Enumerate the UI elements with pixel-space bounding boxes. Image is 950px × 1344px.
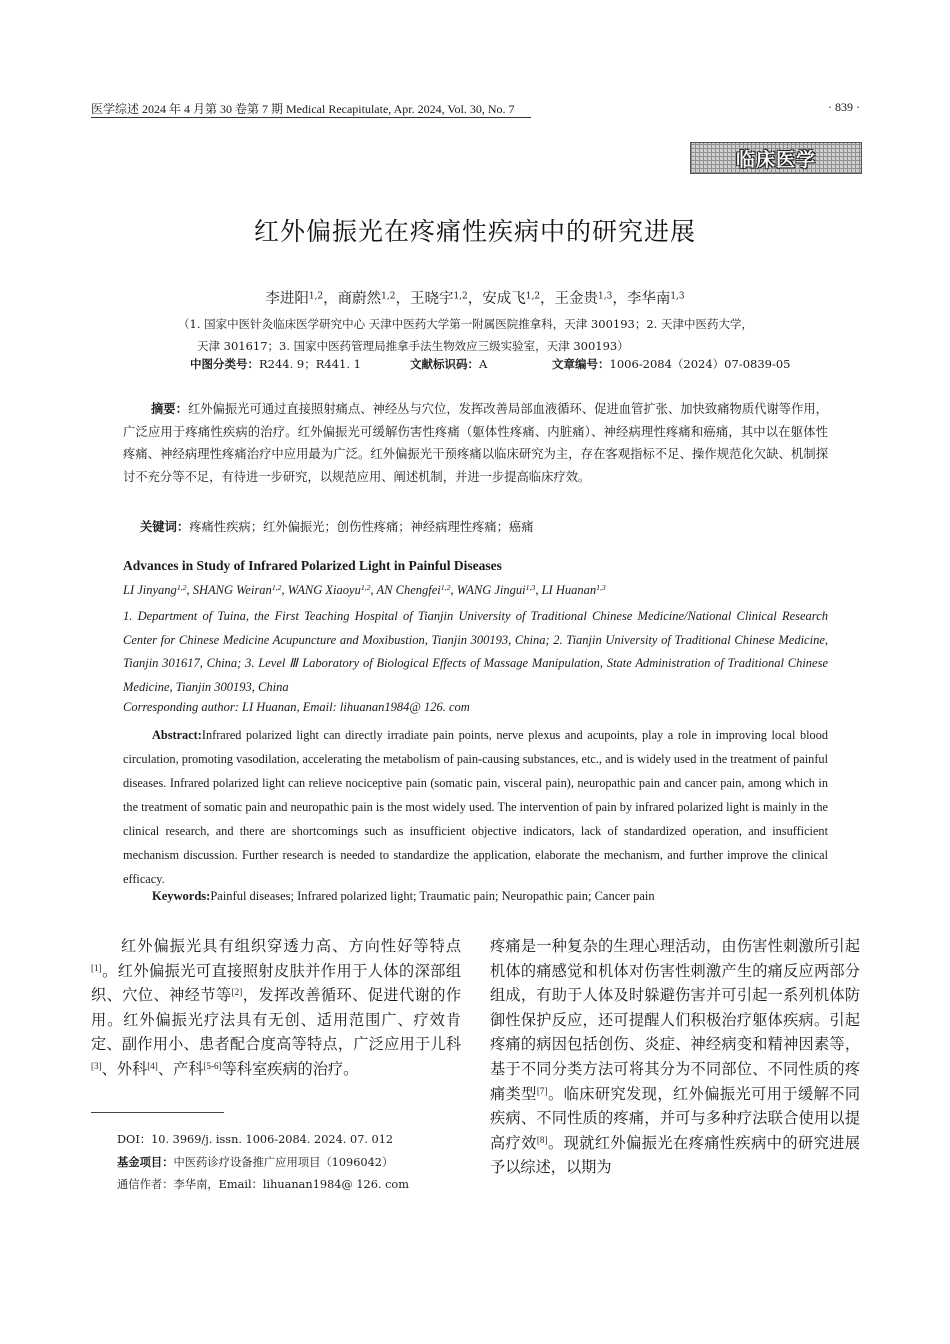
cn-author-affiliation-mark: 1,2 [453,291,468,302]
footnote-doi: DOI：10. 3969/j. issn. 1006-2084. 2024. 07. 012 [117,1133,394,1146]
affiliation-line-2: 天津 301617；3. 国家中医药管理局推拿手法生物效应三级实验室，天津 300193） [197,339,629,353]
running-header [91,98,860,118]
citation-reference: [7] [536,1085,548,1096]
section-badge-label: 临床医学 [735,148,816,171]
body-text: 红外偏振光具有组织穿透力高、方向性好等特点 [121,938,461,955]
en-author-affiliation-mark: 1,2 [360,583,371,593]
en-author-affiliation-mark: 1,3 [525,583,536,593]
classification-line [190,356,791,374]
cn-author-name: 王晓宇 [409,291,454,307]
en-author-name: WANG Jingui [456,583,526,597]
corresponding-author-en: Corresponding author: LI Huanan, Email: lihuanan1984@ 126. com [123,700,470,714]
body-text: 。现就红外偏振光在疼痛性疾病中的研究进展予以综述，以期为 [490,1134,860,1177]
citation-reference: [5-6] [203,1060,222,1071]
footnote-fund [117,1152,467,1175]
footnotes [117,1129,467,1197]
cn-author-name: 安成飞 [482,291,526,307]
body-text: 疼痛是一种复杂的生理心理活动，由伤害性刺激所引起机体的痛感觉和机体对伤害性刺激产生的痛反应两部分组成，有助于人体及时躲避伤害并可引起一系列机体防御性保护反应，还可提醒人们积极治疗躯体疾病。引起疼痛的病因包括创伤、炎症、神经病变和精神因素等，基于不同分类方法可将其分为不同部位、不同性质的疼痛类型 [490,938,860,1103]
abstract-cn-label: 摘要： [151,402,188,416]
page-number: · 839 · [828,100,860,114]
body-text: 。临床研究发现，红外偏振光可用于缓解不同疾病、不同性质的疼痛，并可与多种疗法联合使用以提高疗效 [490,1085,860,1152]
abstract-en-label: Abstract: [152,728,202,742]
body-text: 等科室疾病的治疗。 [221,1060,359,1078]
en-author-affiliation-mark: 1,2 [176,583,187,593]
clc-number: 中图分类号：R244. 9；R441. 1 [190,357,361,371]
author-list-en: LI Jinyang$^{1,2}$, SHANG Weiran$^{1,2}$, WANG Xiaoyu$^{1,2}$, AN Chengfei$^{1,2}$, WANG Jingui$^{1,3}$, LI Huanan$^{1,3}$ [123,583,606,597]
citation-reference: [4] [147,1060,158,1071]
article-title-en: Advances in Study of Infrared Polarized Light in Painful Diseases [123,558,502,573]
en-author-name: LI Huanan [541,583,597,597]
cn-author-affiliation-mark: 1,2 [308,291,324,302]
footnote-fund-text: 中医药诊疗设备推广应用项目（1096042） [173,1155,394,1169]
en-author-affiliation-mark: 1,2 [440,583,451,593]
cn-author-affiliation-mark: 1,3 [670,291,685,302]
citation-reference: [2] [231,987,243,998]
en-author-name: LI Jinyang [123,583,177,597]
keywords-cn-text: 疼痛性疾病；红外偏振光；创伤性疼痛；神经病理性疼痛；癌痛 [189,520,534,534]
keywords-cn [140,517,830,535]
journal-citation: 医学综述 2024 年 4 月第 30 卷第 7 期 Medical Recapitulate, Apr. 2024, Vol. 30, No. 7 [91,102,515,116]
affiliation-cn [178,313,798,357]
cn-author-affiliation-mark: 1,3 [598,291,613,302]
header-rule [91,117,531,118]
body-text: 、产科 [157,1060,204,1078]
en-author-name: WANG Xiaoyu [287,583,361,597]
keywords-cn-label: 关键词： [140,520,190,534]
abstract-cn-text: 红外偏振光可通过直接照射痛点、神经丛与穴位，发挥改善局部血液循环、促进血管扩张、加快致痛物质代谢等作用，广泛应用于疼痛性疾病的治疗。红外偏振光可缓解伤害性疼痛（躯体性疼痛、内脏痛）、神经病理性疼痛和癌痛，其中以在躯体性疼痛、神经病理性疼痛治疗中应用最为广泛。红外偏振光干预疼痛以临床研究为主，存在客观指标不足、操作规范化欠缺、机制探讨不充分等不足，有待进一步研究，以规范应用、阐述机制，并进一步提高临床疗效。 [123,402,828,484]
abstract-en-text: Infrared polarized light can directly irradiate pain points, nerve plexus and acupoints, play a role in improving local blood circulation, promoting vasodilation, accelerating the metabolism of pain-causing substances, etc., and is widely used in the treatment of painful diseases. Infrared polarized light can relieve nociceptive pain (somatic pain, visceral pain), neuropathic pain and cancer pain, among which in the treatment of somatic pain and neuropathic pain is the most widely used. The intervention of pain by infrared polarized light is mainly in the clinical research, and there are shortcomings such as insufficient objective indicators, lack of standardized operation, and insufficient mechanism discussion. Further research is needed to standardize the application, elaborate the mechanism, and further improve the clinical efficacy. [123,728,828,886]
cn-author-name: 李进阳 [265,291,309,307]
en-author-name: AN Chengfei [376,583,441,597]
keywords-en-text: Painful diseases; Infrared polarized light; Traumatic pain; Neuropathic pain; Cancer pain [210,889,655,903]
en-author-affiliation-mark: 1,3 [596,583,606,593]
cn-author-name: 王金贵 [554,291,599,307]
body-text: 。红外偏振光可直接照射皮肤并作用于人体的深部组织、穴位、神经节等 [91,962,461,1005]
affiliation-line-1: （1. 国家中医针灸临床医学研究中心 天津中医药大学第一附属医院推拿科，天津 300193；2. 天津中医药大学， [178,317,753,331]
keywords-en [152,889,655,904]
footnote-corresponding: 通信作者：李华南，Email：lihuanan1984@ 126. com [117,1178,409,1191]
document-code: 文献标识码：A [410,357,488,371]
body-column-left [91,935,461,1083]
citation-reference: [8] [536,1134,548,1145]
abstract-en [123,723,828,891]
body-column-right [490,935,860,1181]
abstract-cn [123,398,828,488]
body-text: 、外科 [101,1060,148,1078]
cn-author-affiliation-mark: 1,2 [525,291,541,302]
author-list-cn: 李进阳$^{1,2}$，商蔚然$^{1,2}$，王晓宇$^{1,2}$，安成飞$^{1,2}$，王金贵$^{1,3}$，李华南$^{1,3}$ [265,291,685,307]
cn-author-name: 李华南 [626,291,671,307]
citation-reference: [3] [91,1060,102,1071]
affiliation-en: 1. Department of Tuina, the First Teaching Hospital of Tianjin University of Traditional Chinese Medicine/National Clinical Research Center for Chinese Medicine Acupuncture and Moxibustion, Tianjin 300193, China; 2. Tianjin University of Traditional Chinese Medicine, Tianjin 301617, China; 3. Level Ⅲ Laboratory of Biological Effects of Massage Manipulation, State Administration of Traditional Chinese Medicine, Tianjin 300193, China [123,609,828,694]
citation-reference: [1] [91,962,102,973]
cn-author-affiliation-mark: 1,2 [381,291,396,302]
footnote-rule [91,1112,224,1113]
keywords-en-label: Keywords: [152,889,211,903]
article-title-cn: 红外偏振光在疼痛性疾病中的研究进展 [253,217,696,246]
cn-author-name: 商蔚然 [337,291,382,307]
en-author-affiliation-mark: 1,2 [271,583,282,593]
section-badge [690,142,862,174]
footnote-fund-label: 基金项目： [117,1155,174,1169]
article-number: 文章编号：1006-2084（2024）07-0839-05 [552,357,791,371]
en-author-name: SHANG Weiran [192,583,272,597]
body-text: ，发挥改善循环、促进代谢的作用。红外偏振光疗法具有无创、适用范围广、疗效肯定、副作用小、患者配合度高等特点，广泛应用于儿科 [91,987,461,1054]
